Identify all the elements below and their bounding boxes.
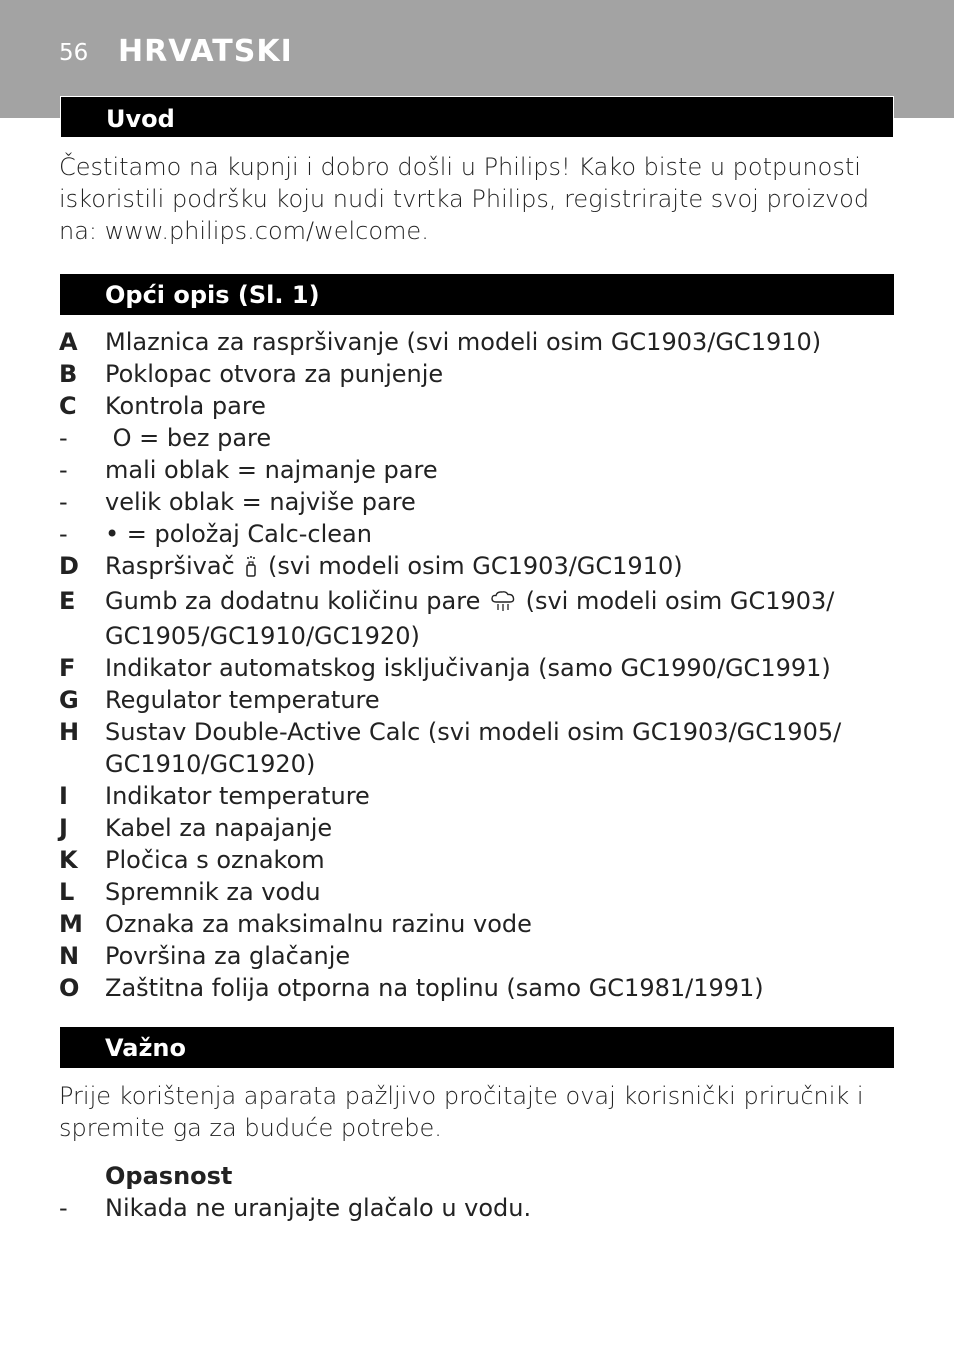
item-key: O: [59, 974, 80, 1002]
item-text: mali oblak = najmanje pare: [105, 456, 438, 484]
list-item: [59, 940, 899, 972]
parts-list: [59, 326, 899, 1004]
list-item: [59, 390, 899, 422]
list-item: [59, 326, 899, 358]
list-item: [59, 422, 899, 454]
list-item: [59, 716, 899, 780]
item-text-after: (svi modeli osim GC1903/GC1910): [268, 552, 683, 580]
section-title-uvod: Uvod: [60, 96, 894, 138]
item-text: Poklopac otvora za punjenje: [105, 360, 444, 388]
item-text-before: Gumb za dodatnu količinu pare: [105, 587, 481, 615]
item-text: O = bez pare: [105, 424, 272, 452]
list-item: [59, 358, 899, 390]
item-text: Nikada ne uranjajte glačalo u vodu.: [105, 1194, 532, 1222]
list-item: [59, 486, 899, 518]
list-item: [59, 972, 899, 1004]
item-text: Sustav Double-Active Calc (svi modeli osim GC1903/GC1905/ GC1910/GC1920): [105, 718, 842, 778]
item-key: I: [59, 782, 68, 810]
item-key: G: [59, 686, 79, 714]
list-item: [59, 876, 899, 908]
list-item: [59, 780, 899, 812]
item-key: -: [59, 456, 68, 484]
list-item: [59, 518, 899, 550]
item-key: -: [59, 424, 68, 452]
item-text: Regulator temperature: [105, 686, 380, 714]
item-key: -: [59, 488, 68, 516]
item-text: Površina za glačanje: [105, 942, 351, 970]
item-text: [105, 585, 899, 652]
item-text: velik oblak = najviše pare: [105, 488, 416, 516]
list-item: [59, 550, 899, 585]
item-text: Zaštitna folija otporna na toplinu (samo GC1981/1991): [105, 974, 764, 1002]
item-key: L: [59, 878, 75, 906]
list-item: [59, 684, 899, 716]
item-key: H: [59, 718, 80, 746]
item-key: J: [59, 814, 68, 842]
item-key: C: [59, 392, 77, 420]
list-item: [59, 844, 899, 876]
list-item: [59, 908, 899, 940]
item-key: E: [59, 587, 76, 615]
item-text: Pločica s oznakom: [105, 846, 325, 874]
list-item: [59, 454, 899, 486]
item-key: D: [59, 552, 79, 580]
item-text: • = položaj Calc-clean: [105, 520, 372, 548]
important-paragraph: Prije korištenja aparata pažljivo pročitajte ovaj korisnički priručnik i spremite ga za buduće potrebe.: [59, 1082, 864, 1142]
item-key: K: [59, 846, 78, 874]
section-title-general-description: Opći opis (Sl. 1): [60, 274, 894, 315]
item-key: N: [59, 942, 80, 970]
item-text: [105, 550, 899, 585]
item-text: Kontrola pare: [105, 392, 266, 420]
language-title: HRVATSKI: [118, 34, 293, 69]
page-number: 56: [59, 40, 89, 66]
item-text-after: (svi modeli osim GC1903/ GC1905/GC1910/GC1920): [105, 587, 835, 650]
intro-paragraph: Čestitamo na kupnji i dobro došli u Philips! Kako biste u potpunosti iskoristili podršku koju nudi tvrtka Philips, registrirajte svoj proizvod na: www.philips.com/welcome.: [59, 153, 870, 245]
item-text: Oznaka za maksimalnu razinu vode: [105, 910, 532, 938]
item-text: Mlaznica za raspršivanje (svi modeli osim GC1903/GC1910): [105, 328, 822, 356]
list-item: [59, 812, 899, 844]
item-key: -: [59, 520, 68, 548]
item-key: F: [59, 654, 76, 682]
item-key: M: [59, 910, 83, 938]
steam-boost-icon: [490, 588, 516, 620]
item-key: B: [59, 360, 78, 388]
list-item: [59, 1192, 899, 1224]
item-text: Indikator temperature: [105, 782, 370, 810]
item-text-before: Raspršivač: [105, 552, 235, 580]
list-item: [59, 652, 899, 684]
item-text: Indikator automatskog isključivanja (samo GC1990/GC1991): [105, 654, 831, 682]
section-title-important: Važno: [60, 1027, 894, 1068]
list-item: [59, 585, 899, 652]
item-text: Spremnik za vodu: [105, 878, 321, 906]
item-text: Kabel za napajanje: [105, 814, 333, 842]
spray-icon: [244, 553, 258, 585]
danger-subheading: Opasnost: [105, 1162, 233, 1190]
item-key: A: [59, 328, 78, 356]
item-key: -: [59, 1194, 68, 1222]
